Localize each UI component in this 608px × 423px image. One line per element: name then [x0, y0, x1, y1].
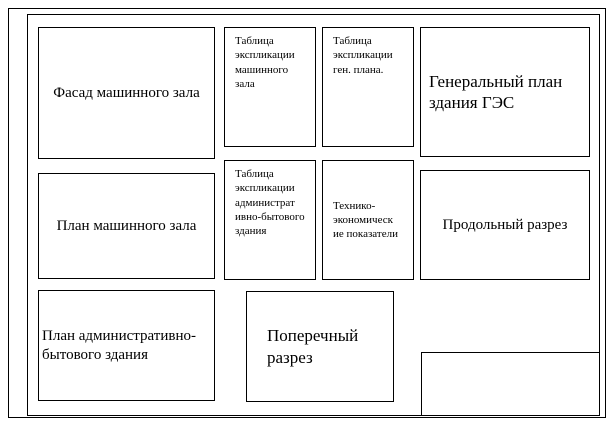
facade-label: Фасад машинного зала: [53, 84, 200, 101]
plan-hall-block: [38, 173, 215, 279]
cross-section-block: [246, 291, 394, 402]
general-plan-block: [420, 27, 590, 157]
table-general-label: Таблица экспликации ген. плана.: [333, 35, 393, 76]
longitudinal-label: Продольный разрез: [442, 216, 568, 233]
cross-section-label: Поперечный разрез: [267, 326, 359, 367]
general-plan-label: Генеральный план здания ГЭС: [429, 71, 563, 112]
title-block-stamp: [421, 352, 600, 416]
table-hall-label: Таблица экспликации машинного зала: [235, 35, 295, 90]
plan-admin-label: План административно-бытового здания: [42, 327, 196, 363]
tech-econ-label: Технико-экономическ ие показатели: [333, 199, 398, 241]
plan-admin-block: [38, 290, 215, 401]
longitudinal-block: [420, 170, 590, 280]
table-admin-block: [224, 160, 316, 280]
table-admin-label: Таблица экспликации администрат ивно-бытового здания: [235, 168, 305, 238]
table-hall-block: [224, 27, 316, 147]
plan-hall-label: План машинного зала: [56, 217, 197, 234]
table-general-block: [322, 27, 414, 147]
tech-econ-block: [322, 160, 414, 280]
facade-block: [38, 27, 215, 159]
